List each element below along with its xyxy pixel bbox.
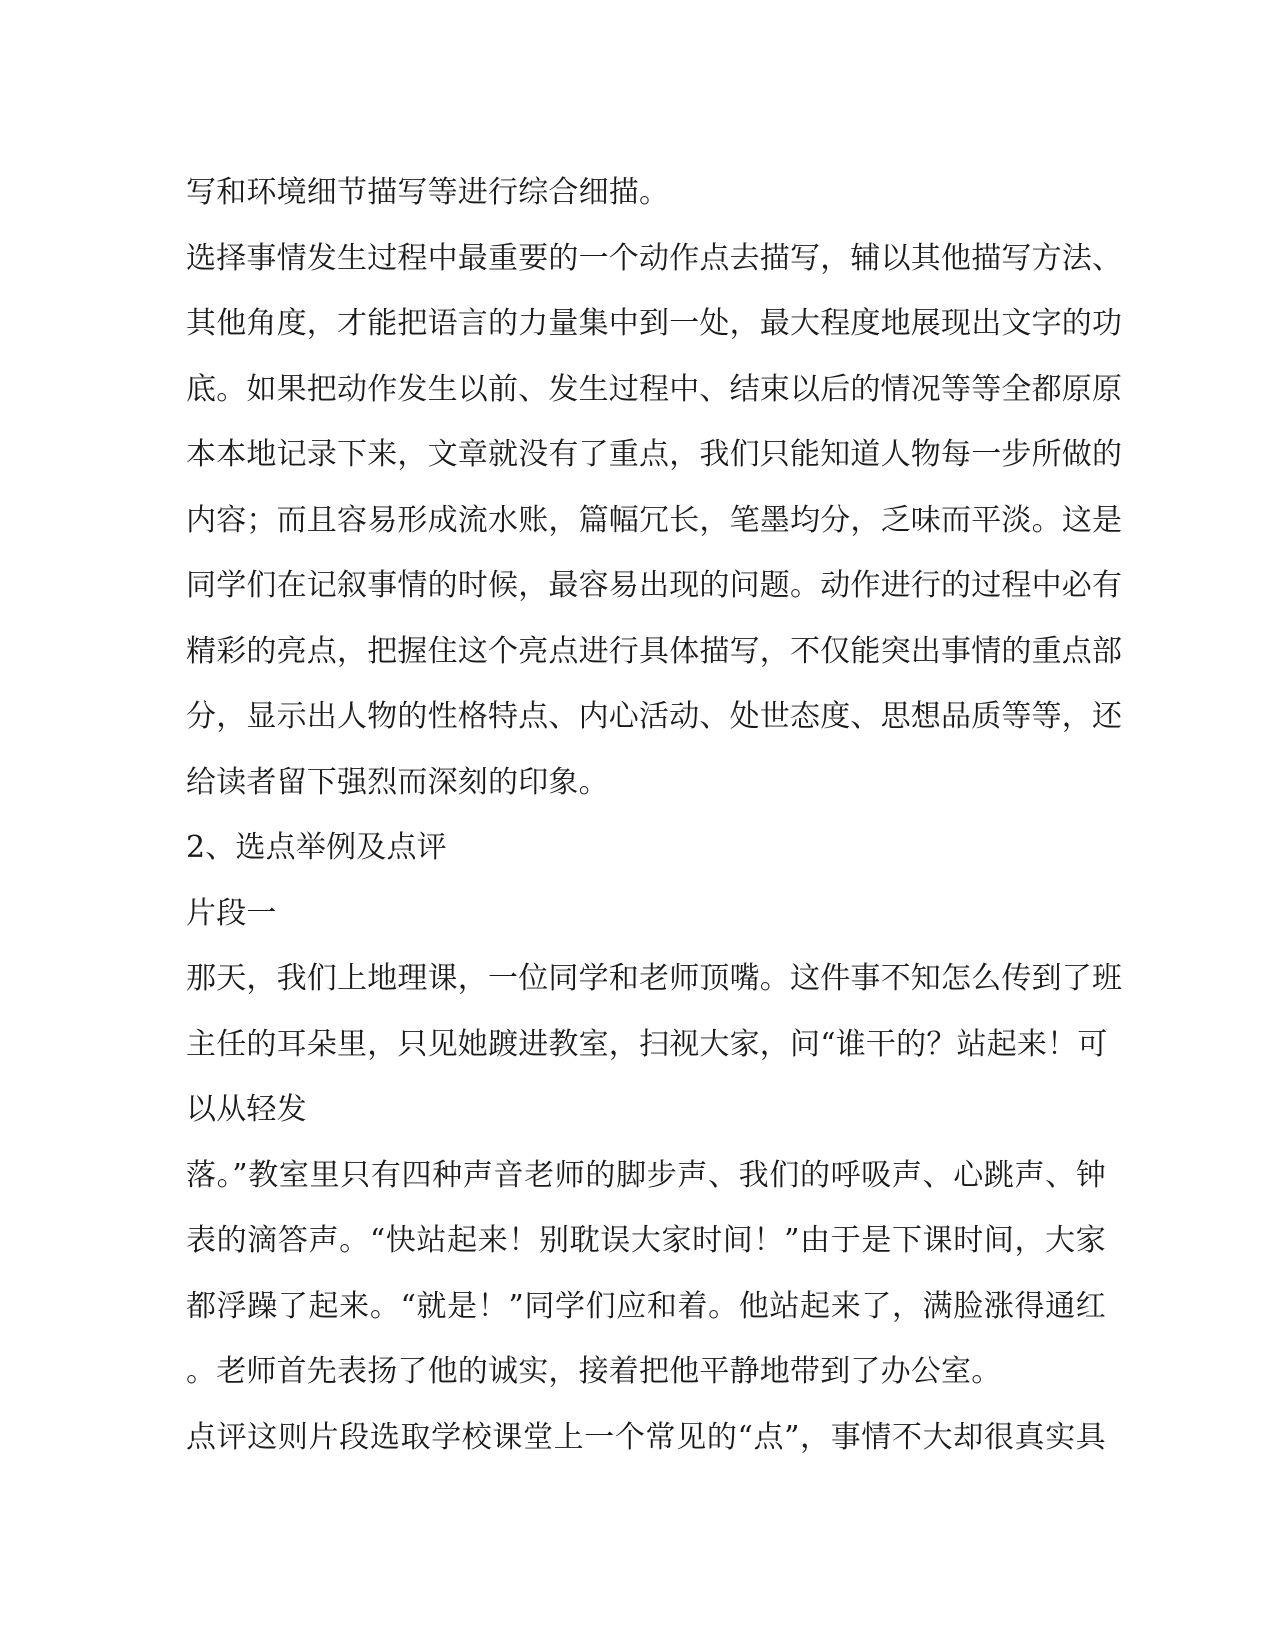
text-line: 本本地记录下来，文章就没有了重点，我们只能知道人物每一步所做的 bbox=[186, 437, 1123, 472]
text-line: 同学们在记叙事情的时候，最容易出现的问题。动作进行的过程中必有 bbox=[186, 568, 1123, 603]
text-line: 主任的耳朵里，只见她踱进教室，扫视大家，问“谁干的？站起来！可 bbox=[186, 1026, 1108, 1062]
text-line: 内容；而且容易形成流水账，篇幅冗长，笔墨均分，乏味而平淡。这是 bbox=[186, 502, 1123, 538]
text-line: 都浮躁了起来。“就是！”同学们应和着。他站起来了，满脸涨得通红 bbox=[186, 1288, 1106, 1324]
text-line: 落。”教室里只有四种声音老师的脚步声、我们的呼吸声、心跳声、钟 bbox=[186, 1157, 1106, 1193]
text-line: 那天，我们上地理课，一位同学和老师顶嘴。这件事不知怎么传到了班 bbox=[186, 961, 1123, 996]
text-line: 2、选点举例及点评 bbox=[186, 830, 447, 865]
text-line: 分，显示出人物的性格特点、内心活动、处世态度、思想品质等等，还 bbox=[186, 699, 1123, 734]
text-line: 点评这则片段选取学校课堂上一个常见的“点”，事情不大却很真实具 bbox=[186, 1419, 1106, 1455]
text-line: 选择事情发生过程中最重要的一个动作点去描写，辅以其他描写方法、 bbox=[186, 240, 1123, 276]
text-line: 底。如果把动作发生以前、发生过程中、结束以后的情况等等全都原原 bbox=[186, 371, 1123, 407]
text-line: 其他角度，才能把语言的力量集中到一处，最大程度地展现出文字的功 bbox=[186, 306, 1123, 341]
text-line: 给读者留下强烈而深刻的印象。 bbox=[186, 764, 609, 800]
body-text bbox=[186, 160, 1123, 1470]
text-line: 精彩的亮点，把握住这个亮点进行具体描写，不仅能突出事情的重点部 bbox=[186, 633, 1123, 669]
text-line: 表的滴答声。“快站起来！别耽误大家时间！”由于是下课时间，大家 bbox=[186, 1223, 1106, 1258]
text-line: 片段一 bbox=[186, 895, 277, 931]
text-line: 以从轻发 bbox=[186, 1092, 307, 1127]
text-line: 写和环境细节描写等进行综合细描。 bbox=[186, 175, 670, 210]
text-line: 。老师首先表扬了他的诚实，接着把他平静地带到了办公室。 bbox=[186, 1354, 1002, 1389]
